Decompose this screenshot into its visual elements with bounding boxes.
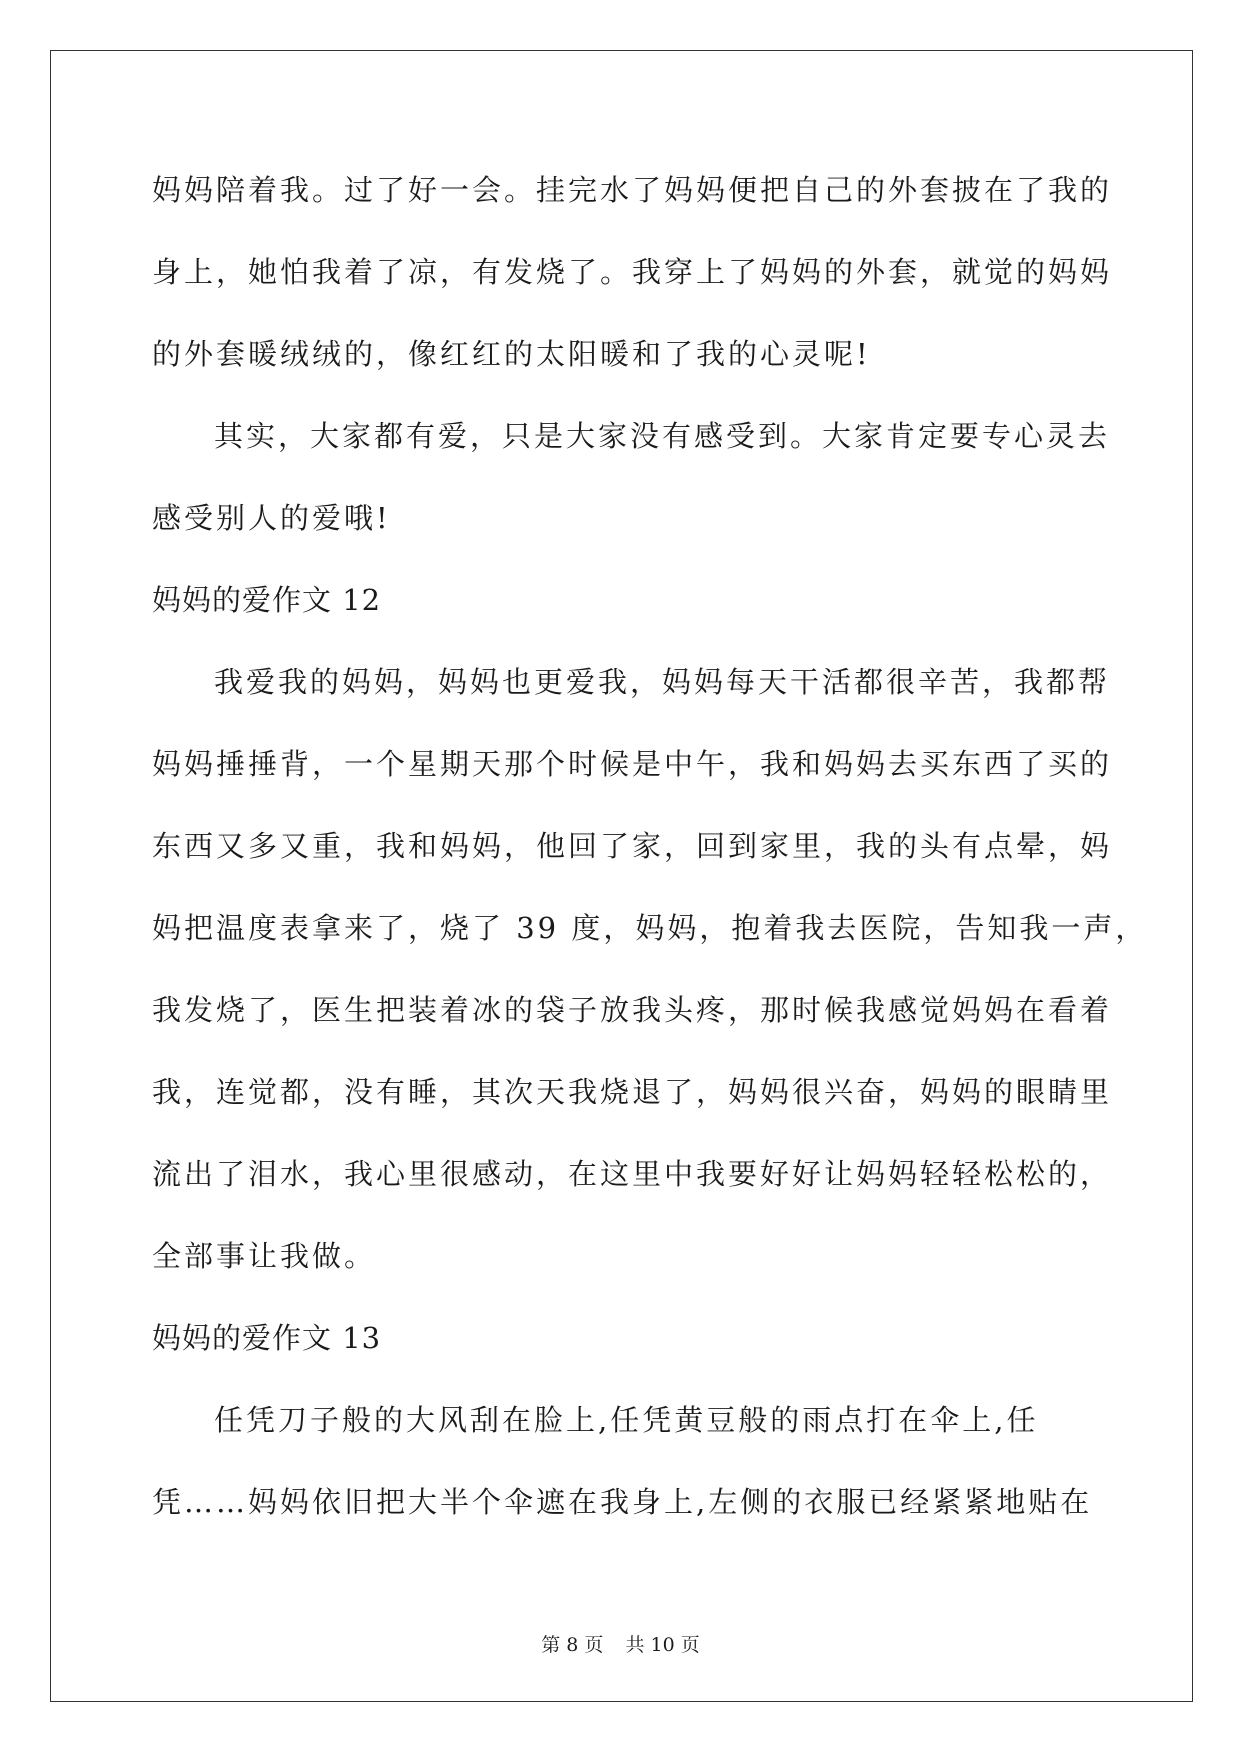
- section-heading: 妈妈的爱作文 12: [152, 583, 382, 617]
- section-heading: 妈妈的爱作文 13: [152, 1321, 382, 1355]
- paragraph-line: 凭……妈妈依旧把大半个伞遮在我身上,左侧的衣服已经紧紧地贴在: [152, 1485, 1093, 1519]
- paragraph-line: 感受别人的爱哦!: [152, 501, 391, 535]
- paragraph-line: 其实，大家都有爱，只是大家没有感受到。大家肯定要专心灵去: [214, 419, 1111, 453]
- paragraph-line: 我，连觉都，没有睡，其次天我烧退了，妈妈很兴奋，妈妈的眼睛里: [152, 1075, 1113, 1109]
- paragraph-line: 妈妈捶捶背，一个星期天那个时候是中午，我和妈妈去买东西了买的: [152, 747, 1113, 781]
- paragraph-line: 的外套暖绒绒的，像红红的太阳暖和了我的心灵呢!: [152, 337, 871, 371]
- page-number: 第 8 页: [541, 1634, 604, 1656]
- paragraph-line: 身上，她怕我着了凉，有发烧了。我穿上了妈妈的外套，就觉的妈妈: [152, 255, 1113, 289]
- paragraph-line: 全部事让我做。: [152, 1239, 377, 1273]
- page-footer: [0, 1630, 1241, 1657]
- paragraph-line: 我爱我的妈妈，妈妈也更爱我，妈妈每天干活都很辛苦，我都帮: [214, 665, 1111, 699]
- paragraph-line: 妈妈陪着我。过了好一会。挂完水了妈妈便把自己的外套披在了我的: [152, 173, 1113, 207]
- document-body: [152, 165, 1148, 1559]
- paragraph-line: 妈把温度表拿来了，烧了 39 度，妈妈，抱着我去医院，告知我一声，: [152, 911, 1148, 945]
- paragraph-line: 东西又多又重，我和妈妈，他回了家，回到家里，我的头有点晕，妈: [152, 829, 1113, 863]
- paragraph-line: 任凭刀子般的大风刮在脸上,任凭黄豆般的雨点打在伞上,任: [214, 1403, 1039, 1437]
- page-total: 共 10 页: [625, 1634, 700, 1656]
- paragraph-line: 流出了泪水，我心里很感动，在这里中我要好好让妈妈轻轻松松的，: [152, 1157, 1113, 1191]
- paragraph-line: 我发烧了，医生把装着冰的袋子放我头疼，那时候我感觉妈妈在看着: [152, 993, 1113, 1027]
